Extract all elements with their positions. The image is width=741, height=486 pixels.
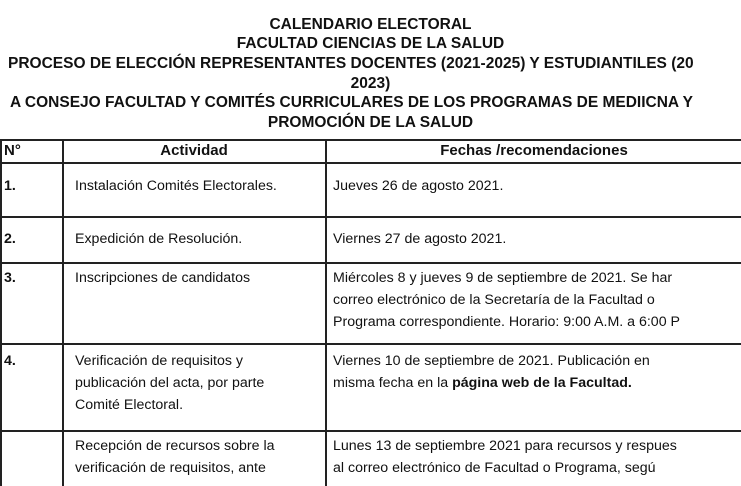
- header-title: CALENDARIO ELECTORAL: [269, 16, 472, 33]
- row-number: 3.: [4, 270, 16, 286]
- row-number: 1.: [4, 178, 16, 194]
- row-dates-text: misma fecha en la: [333, 375, 453, 391]
- row-activity: Recepción de recursos sobre la: [75, 438, 275, 454]
- table-rule: [0, 343, 741, 345]
- row-dates: al correo electrónico de Facultad o Programa, segú: [333, 460, 656, 476]
- table-rule: [0, 430, 741, 432]
- header-period: 2023): [350, 75, 391, 92]
- header-faculty: FACULTAD CIENCIAS DE LA SALUD: [236, 35, 505, 52]
- row-activity: Instalación Comités Electorales.: [75, 178, 277, 194]
- row-dates: Viernes 10 de septiembre de 2021. Publicación en: [333, 353, 650, 369]
- row-activity: Expedición de Resolución.: [75, 231, 243, 247]
- table-rule: [325, 139, 327, 486]
- row-number: 2.: [4, 231, 16, 247]
- row-dates: Lunes 13 de septiembre 2021 para recursos y respues: [333, 438, 677, 454]
- column-header-number: N°: [4, 142, 21, 159]
- row-dates: correo electrónico de la Secretaría de la Facultad o: [333, 292, 655, 308]
- header-process: PROCESO DE ELECCIÓN REPRESENTANTES DOCENTES (2021-2025) Y ESTUDIANTILES (20: [8, 55, 694, 72]
- table-rule: [0, 216, 741, 218]
- row-dates: Jueves 26 de agosto 2021.: [333, 178, 504, 194]
- header-programs: PROMOCIÓN DE LA SALUD: [267, 114, 474, 131]
- column-header-dates: Fechas /recomendaciones: [440, 142, 628, 159]
- table-rule: [0, 139, 2, 486]
- table-rule: [0, 262, 741, 264]
- faculty-website-emphasis: página web de la Facultad.: [452, 375, 632, 391]
- row-activity: Verificación de requisitos y: [75, 353, 243, 369]
- row-activity: verificación de requisitos, ante: [75, 460, 266, 476]
- table-rule: [62, 139, 64, 486]
- table-rule: [0, 162, 741, 164]
- row-dates: Programa correspondiente. Horario: 9:00 A.M. a 6:00 P: [333, 314, 680, 330]
- row-dates: Viernes 27 de agosto 2021.: [333, 231, 507, 247]
- row-number: 4.: [4, 353, 16, 369]
- header-council: A CONSEJO FACULTAD Y COMITÉS CURRICULARES DE LOS PROGRAMAS DE MEDIICNA Y: [10, 94, 693, 111]
- row-activity: publicación del acta, por parte: [75, 375, 265, 391]
- row-dates: Miércoles 8 y jueves 9 de septiembre de 2021. Se har: [333, 270, 673, 286]
- document-header: [0, 0, 741, 140]
- row-dates: [333, 373, 632, 395]
- row-activity: Comité Electoral.: [75, 397, 184, 413]
- column-header-activity: Actividad: [160, 142, 228, 159]
- row-activity: Inscripciones de candidatos: [75, 270, 251, 286]
